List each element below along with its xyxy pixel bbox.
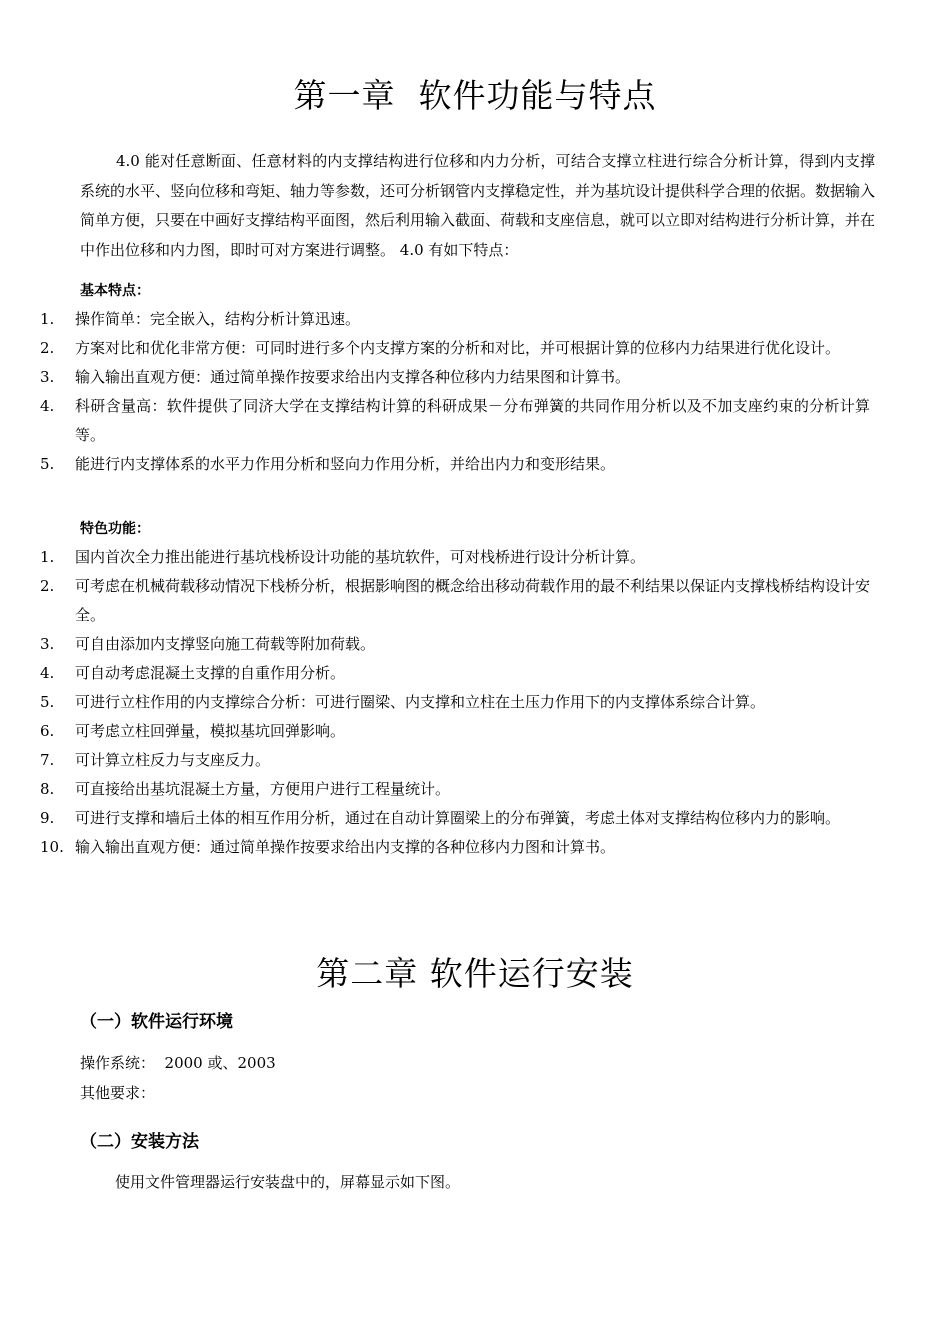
list-item bbox=[0, 392, 870, 450]
chapter-2-title: 第二章 软件运行安装 bbox=[316, 954, 634, 993]
list-item-text: 科研含量高：软件提供了同济大学在支撑结构计算的科研成果－分布弹簧的共同作用分析以及不加支座约束的分析计算等。 bbox=[75, 397, 870, 444]
list-item bbox=[0, 334, 870, 363]
list-item-text: 可进行支撑和墙后土体的相互作用分析，通过在自动计算圈梁上的分布弹簧，考虑土体对支撑结构位移内力的影响。 bbox=[75, 809, 841, 827]
section-runtime-environment-heading: （一）软件运行环境 bbox=[80, 1012, 233, 1032]
list-item-text: 可直接给出基坑混凝土方量，方便用户进行工程量统计。 bbox=[75, 780, 451, 798]
list-item bbox=[0, 450, 870, 479]
list-item bbox=[0, 804, 870, 833]
list-item-text: 可自动考虑混凝土支撑的自重作用分析。 bbox=[75, 664, 346, 682]
list-item-number: 8. bbox=[40, 780, 55, 798]
list-item-number: 5. bbox=[40, 455, 55, 473]
list-item-number: 2. bbox=[40, 339, 55, 357]
os-requirement-text: 操作系统： 2000 或、2003 bbox=[80, 1054, 276, 1072]
list-item-text: 可自由添加内支撑竖向施工荷载等附加荷载。 bbox=[75, 635, 376, 653]
list-item bbox=[0, 363, 870, 392]
list-item-number: 1. bbox=[40, 310, 55, 328]
list-item-number: 1. bbox=[40, 548, 55, 566]
list-item-number: 4. bbox=[40, 397, 55, 415]
list-item bbox=[0, 775, 870, 804]
list-item-number: 3. bbox=[40, 368, 55, 386]
list-item bbox=[0, 833, 870, 862]
list-item-text: 能进行内支撑体系的水平力作用分析和竖向力作用分析，并给出内力和变形结果。 bbox=[75, 455, 616, 473]
install-instruction-text: 使用文件管理器运行安装盘中的，屏幕显示如下图。 bbox=[115, 1173, 461, 1191]
list-item-number: 3. bbox=[40, 635, 55, 653]
list-item bbox=[0, 543, 870, 572]
special-features-heading: 特色功能： bbox=[80, 521, 150, 537]
list-item-number: 4. bbox=[40, 664, 55, 682]
basic-features-heading: 基本特点： bbox=[80, 283, 150, 299]
list-item-text: 输入输出直观方便：通过简单操作按要求给出内支撑各种位移内力结果图和计算书。 bbox=[75, 368, 631, 386]
list-item-text: 操作简单：完全嵌入，结构分析计算迅速。 bbox=[75, 310, 361, 328]
list-item-text: 可进行立柱作用的内支撑综合分析：可进行圈梁、内支撑和立柱在土压力作用下的内支撑体系综合计算。 bbox=[75, 693, 766, 711]
list-item-text: 可考虑在机械荷载移动情况下栈桥分析，根据影响图的概念给出移动荷载作用的最不利结果以保证内支撑栈桥结构设计安全。 bbox=[75, 577, 871, 624]
chapter-1-intro-paragraph: 4.0 能对任意断面、任意材料的内支撑结构进行位移和内力分析，可结合支撑立柱进行综合分析计算，得到内支撑系统的水平、竖向位移和弯矩、轴力等参数，还可分析钢管内支撑稳定性，并为基坑设计提供科学合理的依据。数据输入简单方便，只要在中画好支撑结构平面图，然后利用输入截面、荷载和支座信息，就可以立即对结构进行分析计算，并在中作出位移和内力图，即时可对方案进行调整。 4.0 有如下特点： bbox=[80, 152, 876, 259]
list-item-number: 6. bbox=[40, 722, 55, 740]
list-item-text: 可考虑立柱回弹量，模拟基坑回弹影响。 bbox=[75, 722, 346, 740]
other-requirement-text: 其他要求： bbox=[80, 1084, 156, 1102]
list-item-text: 输入输出直观方便：通过简单操作按要求给出内支撑的各种位移内力图和计算书。 bbox=[75, 838, 616, 856]
list-item-number: 5. bbox=[40, 693, 55, 711]
list-item bbox=[0, 688, 870, 717]
special-features-list bbox=[0, 543, 950, 862]
list-item-text: 国内首次全力推出能进行基坑栈桥设计功能的基坑软件，可对栈桥进行设计分析计算。 bbox=[75, 548, 646, 566]
list-item bbox=[0, 630, 870, 659]
list-item bbox=[0, 659, 870, 688]
section-install-method-heading: （二）安装方法 bbox=[80, 1132, 199, 1152]
list-item bbox=[0, 746, 870, 775]
list-item-number: 2. bbox=[40, 577, 55, 595]
list-item bbox=[0, 717, 870, 746]
list-item-text: 方案对比和优化非常方便：可同时进行多个内支撑方案的分析和对比，并可根据计算的位移内力结果进行优化设计。 bbox=[75, 339, 841, 357]
chapter-1-title: 第一章 软件功能与特点 bbox=[293, 76, 657, 115]
list-item bbox=[0, 305, 870, 334]
list-item-text: 可计算立柱反力与支座反力。 bbox=[75, 751, 271, 769]
list-item-number: 7. bbox=[40, 751, 55, 769]
list-item bbox=[0, 572, 870, 630]
list-item-number: 10. bbox=[40, 838, 64, 856]
list-item-number: 9. bbox=[40, 809, 55, 827]
basic-features-list bbox=[0, 305, 950, 479]
